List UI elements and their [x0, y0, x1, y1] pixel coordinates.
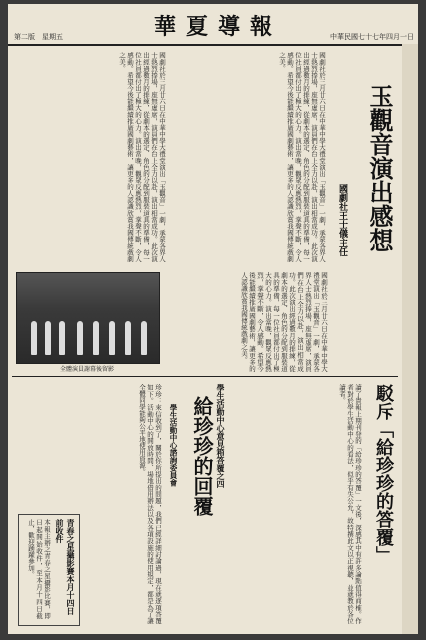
- main-article-title: 玉觀音演出感想: [365, 84, 394, 252]
- margin-strip: [402, 44, 418, 634]
- bottom-article-byline: 學生活動中心諮詢委員會: [169, 404, 178, 487]
- masthead: [8, 4, 418, 46]
- notice-box: [18, 514, 80, 626]
- date-label: 中華民國七十七年四月一日: [330, 33, 414, 41]
- divider: [12, 376, 398, 377]
- main-article-body-lower: 國劇社於三月廿六日在中華中學大禮堂演出「玉觀音」一劇，承蒙各界人士熱烈捧場，座無虛席，演員們在台上全力以赴，演出相當成功。此次演出經過數月的排練，從劇本的選定、角色的分配到服裝道具的準備，每一位社員都付出了極大的心力。演出當晚，觀眾反應熱烈，掌聲不斷，令人感動。希望今後能繼續推廣國劇藝術，讓更多的人認識欣賞我國傳統戲劇之美。: [240, 272, 328, 372]
- main-article-byline: 國劇社王士儀主任: [337, 184, 347, 256]
- notice-title: 青春之星攝影賽本月十四日前收件: [55, 519, 76, 615]
- bottom-article-kicker: 學生活動中心意見箱答覆之四: [216, 384, 226, 488]
- issue-label: 第二版 星期五: [14, 33, 63, 41]
- main-article-body-cont: 國劇社於三月廿六日在中華中學大禮堂演出「玉觀音」一劇，承蒙各界人士熱烈捧場，座無虛席，演員們在台上全力以赴，演出相當成功。此次演出經過數月的排練，從劇本的選定、角色的分配到服裝道具的準備，每一位社員都付出了極大的心力。演出當晚，觀眾反應熱烈，掌聲不斷，令人感動。希望今後能繼續推廣國劇藝術，讓更多的人認識欣賞我國傳統戲劇之美。: [118, 52, 166, 262]
- right-article-body: 讀了貴報上期刊登的「給珍珍的答覆」一文後，深感其中有許多論點值得商榷。作者對於學生活動中心的看法，似乎有失公允，故特撰此文以正視聽，並就教於各位讀者。: [338, 384, 362, 624]
- bottom-article-title: 給珍珍的回覆: [190, 396, 214, 516]
- photo-caption: 全體演員謝幕後留影: [59, 366, 114, 373]
- main-article-body: 國劇社於三月廿六日在中華中學大禮堂演出「玉觀音」一劇，承蒙各界人士熱烈捧場，座無虛席，演員們在台上全力以赴，演出相當成功。此次演出經過數月的排練，從劇本的選定、角色的分配到服裝道具的準備，每一位社員都付出了極大的心力。演出當晚，觀眾反應熱烈，掌聲不斷，令人感動。希望今後能繼續推廣國劇藝術，讓更多的人認識欣賞我國傳統戲劇之美。: [278, 52, 326, 262]
- performance-photo: [16, 272, 160, 364]
- bottom-article-body: 珍珍：來信收到了，關於你所提出的問題，我們已經詳細討論過，現在就逐項答覆如下。活動中心的開放時間、場地借用辦法以及各項設施的使用規定，都是為了讓全體同學能夠公平地使用資源。: [138, 384, 162, 624]
- newspaper-title: 華夏導報: [153, 14, 282, 40]
- notice-body: 本報主辦之青春之星攝影比賽，即日起開始收件，至本月十四日截止，歡迎踴躍參加。: [27, 519, 51, 619]
- right-article-title: 駁斥「給珍珍的答覆」: [373, 384, 394, 564]
- newspaper-page: [8, 4, 418, 634]
